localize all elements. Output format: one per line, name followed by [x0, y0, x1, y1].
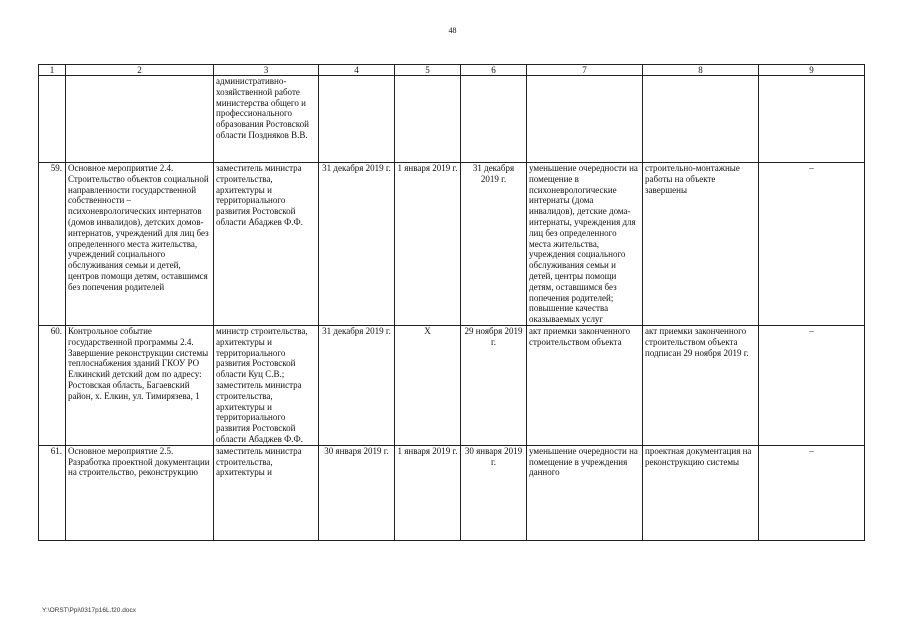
responsible-cell: заместитель министра строительства, архитектуры и территориального развития Ростовской области Абаджев Ф.Ф. [214, 163, 319, 326]
date-cell: 30 января 2019 г. [319, 445, 395, 540]
result-cell: уменьшение очередности на помещение в психоневрологические интернаты (дома инвалидов), детские дома-интернаты, учреждения для лиц без определенного места жительства, учреждения социального обслуживания семьи и детей, центры помощи детям, оставшимся без попечения родителей; повышение качества оказываемых услуг [527, 163, 643, 326]
date-cell: 31 декабря 2019 г. [319, 325, 395, 445]
notes-cell: – [759, 163, 865, 326]
responsible-cell: административно-хозяйственной работе министерства общего и профессионального образования Ростовской области Поздняков В.В. [214, 76, 319, 163]
header-cell: 8 [643, 65, 759, 76]
date-cell: 29 ноября 2019 г. [461, 325, 527, 445]
row-number: 60. [39, 325, 66, 445]
date-cell: 31 декабря 2019 г. [319, 163, 395, 326]
file-path-footer: Y:\ORST\Ppi\0317p16L.f20.docx [42, 607, 136, 614]
actual-result-cell: проектная документация на реконструкцию системы [643, 445, 759, 540]
table-row [39, 163, 865, 326]
result-cell: акт приемки законченного строительством объекта [527, 325, 643, 445]
result-cell: уменьшение очередности на помещение в учреждения данного [527, 445, 643, 540]
notes-cell: – [759, 445, 865, 540]
header-cell: 1 [39, 65, 66, 76]
page-number: 48 [448, 26, 457, 35]
header-cell: 3 [214, 65, 319, 76]
date-cell: 1 января 2019 г. [395, 163, 461, 326]
date-cell: 31 декабря 2019 г. [461, 163, 527, 326]
events-table [38, 64, 865, 541]
date-cell: 30 января 2019 г. [461, 445, 527, 540]
table-row [39, 445, 865, 540]
event-cell: Основное мероприятие 2.5. Разработка проектной документации на строительство, реконструкцию [66, 445, 214, 540]
event-cell: Основное мероприятие 2.4. Строительство объектов социальной направленности государственной собственности – психоневрологических интернатов (домов инвалидов), детских домов-интернатов, учреждений для лиц без определенного места жительства, учреждений социального обслуживания семьи и детей, центров помощи детям, оставшимся без попечения родителей [66, 163, 214, 326]
header-cell: 4 [319, 65, 395, 76]
header-cell: 5 [395, 65, 461, 76]
responsible-cell: министр строительства, архитектуры и территориального развития Ростовской области Куц С.В.; заместитель министра строительства, архитектуры и территориального развития Ростовской области Абаджев Ф.Ф. [214, 325, 319, 445]
event-cell: Контрольное событие государственной программы 2.4. Завершение реконструкции системы теплоснабжения зданий ГКОУ РО Елкинский детский дом по адресу: Ростовская область, Багаевский район, х. Елкин, ул. Тимирязева, 1 [66, 325, 214, 445]
notes-cell: – [759, 325, 865, 445]
date-cell: 1 января 2019 г. [395, 445, 461, 540]
header-cell: 9 [759, 65, 865, 76]
header-cell: 2 [66, 65, 214, 76]
row-number: 59. [39, 163, 66, 326]
actual-result-cell: акт приемки законченного строительством объекта подписан 29 ноября 2019 г. [643, 325, 759, 445]
row-number: 61. [39, 445, 66, 540]
responsible-cell: заместитель министра строительства, архитектуры и [214, 445, 319, 540]
header-cell: 7 [527, 65, 643, 76]
date-cell: Х [395, 325, 461, 445]
header-row [39, 65, 865, 76]
table-row-continuation [39, 76, 865, 163]
table-row [39, 325, 865, 445]
actual-result-cell: строительно-монтажные работы на объекте завершены [643, 163, 759, 326]
header-cell: 6 [461, 65, 527, 76]
